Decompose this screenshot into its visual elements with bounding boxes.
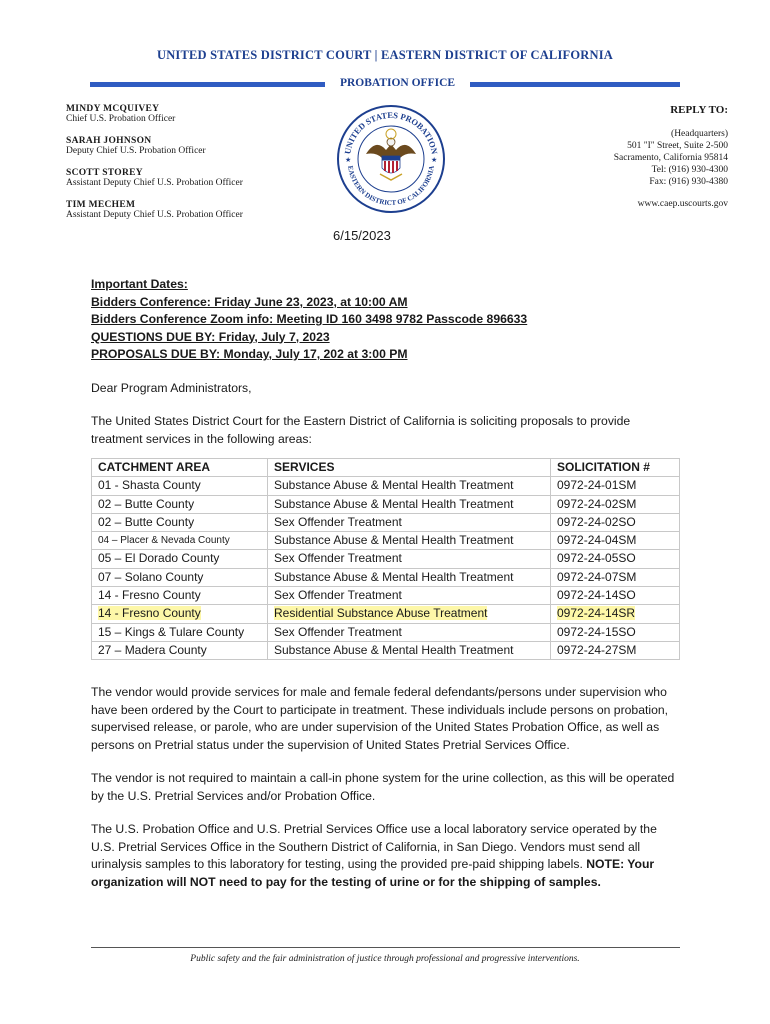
table-row: [92, 550, 680, 568]
important-dates-heading: Important Dates:: [91, 277, 188, 291]
important-date-item: Bidders Conference: Friday June 23, 2023, at 10:00 AM: [91, 294, 408, 309]
fax-line: Fax: (916) 930-4380: [649, 177, 728, 187]
laboratory-note: NOTE: Your organization will NOT need to pay for the testing of urine or for the shipping of samples.: [91, 857, 655, 889]
salutation: Dear Program Administrators,: [91, 380, 252, 395]
call-in-paragraph: The vendor is not required to maintain a call-in phone system for the urine collection, as this will be operated by the U.S. Pretrial Services and/or Probation Office.: [91, 771, 675, 803]
cell-solicitation: 0972-24-15SO: [551, 623, 680, 641]
cell-solicitation: [551, 605, 680, 623]
reply-to-heading: REPLY TO:: [670, 104, 728, 116]
official-entry: [66, 200, 356, 220]
official-name: SCOTT STOREY: [66, 168, 143, 178]
table-row-highlighted: [92, 605, 680, 623]
reply-to-block: [528, 104, 728, 210]
cell-service: Substance Abuse & Mental Health Treatment: [268, 568, 551, 586]
cell-solicitation: 0972-24-05SO: [551, 550, 680, 568]
cell-solicitation: 0972-24-27SM: [551, 641, 680, 659]
cell-area: 01 - Shasta County: [92, 477, 268, 495]
cell-service: [268, 605, 551, 623]
header-rule-right: [470, 82, 680, 87]
letter-body: [91, 276, 681, 891]
cell-solicitation: 0972-24-14SO: [551, 587, 680, 605]
cell-service: Substance Abuse & Mental Health Treatment: [268, 477, 551, 495]
cell-solicitation: 0972-24-07SM: [551, 568, 680, 586]
cell-area: 02 – Butte County: [92, 495, 268, 513]
table-row: [92, 623, 680, 641]
table-row: [92, 532, 680, 550]
official-name: MINDY MCQUIVEY: [66, 104, 160, 114]
table-header-row: [92, 459, 680, 477]
laboratory-paragraph: [91, 821, 681, 891]
seal-bottom-text: EASTERN DISTRICT OF CALIFORNIA: [346, 165, 436, 208]
court-seal-icon: [336, 104, 446, 214]
address-line: Sacramento, California 95814: [613, 153, 728, 163]
cell-solicitation: 0972-24-02SO: [551, 513, 680, 531]
table-row: [92, 587, 680, 605]
table-row: [92, 568, 680, 586]
cell-area: 27 – Madera County: [92, 641, 268, 659]
svg-text:★: ★: [345, 157, 352, 164]
important-date-item: PROPOSALS DUE BY: Monday, July 17, 202 at 3:00 PM: [91, 347, 408, 361]
cell-service: Substance Abuse & Mental Health Treatment: [268, 495, 551, 513]
cell-area: 04 – Placer & Nevada County: [92, 532, 268, 550]
address-line: 501 "I" Street, Suite 2-500: [627, 141, 728, 151]
official-entry: [66, 168, 356, 188]
cell-area: 07 – Solano County: [92, 568, 268, 586]
highlighted-service: Residential Substance Abuse Treatment: [274, 606, 488, 621]
col-header-services: SERVICES: [268, 459, 551, 477]
vendor-services-paragraph: The vendor would provide services for male and female federal defendants/persons under supervision who have been ordered by the Court to participate in treatment. These individuals include persons on probation, supervised release, or parole, who are under supervision of the United States Probation Office, as well as persons on Pretrial status under the supervision of United States Pretrial Services Office.: [91, 685, 669, 752]
cell-area: 05 – El Dorado County: [92, 550, 268, 568]
official-title: Assistant Deputy Chief U.S. Probation Officer: [66, 178, 243, 188]
table-row: [92, 477, 680, 495]
important-date-item: QUESTIONS DUE BY: Friday, July 7, 2023: [91, 329, 330, 344]
official-title: Assistant Deputy Chief U.S. Probation Officer: [66, 210, 243, 220]
website-link[interactable]: www.caep.uscourts.gov: [637, 199, 728, 209]
official-title: Deputy Chief U.S. Probation Officer: [66, 146, 206, 156]
cell-service: Sex Offender Treatment: [268, 623, 551, 641]
phone-line: Tel: (916) 930-4300: [651, 165, 728, 175]
highlighted-area: 14 - Fresno County: [98, 606, 201, 621]
official-name: SARAH JOHNSON: [66, 136, 152, 146]
cell-service: Sex Offender Treatment: [268, 550, 551, 568]
court-title: UNITED STATES DISTRICT COURT | EASTERN DISTRICT OF CALIFORNIA: [156, 48, 614, 62]
important-date-item: Bidders Conference Zoom info: Meeting ID 160 3498 9782 Passcode 896633: [91, 312, 528, 326]
office-title: PROBATION OFFICE: [339, 77, 456, 89]
col-header-area: CATCHMENT AREA: [92, 459, 268, 477]
highlighted-solicitation: 0972-24-14SR: [557, 606, 636, 621]
address-line: (Headquarters): [671, 129, 728, 139]
seal-top-text: UNITED STATES PROBATION: [342, 109, 440, 155]
cell-service: Sex Offender Treatment: [268, 587, 551, 605]
officials-list: [66, 104, 356, 232]
cell-area: 15 – Kings & Tulare County: [92, 623, 268, 641]
cell-solicitation: 0972-24-01SM: [551, 477, 680, 495]
svg-text:★: ★: [431, 157, 438, 164]
table-row: [92, 513, 680, 531]
cell-area: [92, 605, 268, 623]
important-dates: [91, 276, 681, 364]
cell-solicitation: 0972-24-02SM: [551, 495, 680, 513]
table-row: [92, 641, 680, 659]
col-header-solicitation: SOLICITATION #: [551, 459, 680, 477]
table-row: [92, 495, 680, 513]
cell-service: Substance Abuse & Mental Health Treatment: [268, 641, 551, 659]
official-entry: [66, 136, 356, 156]
laboratory-text: The U.S. Probation Office and U.S. Pretrial Services Office use a local laboratory service operated by the U.S. Pretrial Services Office in the Southern District of California, in San Diego. Vendors must send all urinalysis samples to this laboratory for testing, using the provided pre-paid shipping labels.: [91, 822, 657, 872]
footer-divider: [91, 947, 680, 948]
services-table: [91, 458, 680, 660]
official-title: Chief U.S. Probation Officer: [66, 114, 176, 124]
cell-solicitation: 0972-24-04SM: [551, 532, 680, 550]
cell-service: Sex Offender Treatment: [268, 513, 551, 531]
letter-date: 6/15/2023: [333, 228, 391, 243]
cell-area: 02 – Butte County: [92, 513, 268, 531]
header-rule-left: [90, 82, 325, 87]
cell-area: 14 - Fresno County: [92, 587, 268, 605]
intro-paragraph: The United States District Court for the Eastern District of California is soliciting proposals to provide treatment services in the following areas:: [91, 414, 631, 446]
cell-service: Substance Abuse & Mental Health Treatment: [268, 532, 551, 550]
footer-motto: Public safety and the fair administration of justice through professional and progressive interventions.: [190, 954, 580, 964]
official-entry: [66, 104, 356, 124]
official-name: TIM MECHEM: [66, 200, 136, 210]
